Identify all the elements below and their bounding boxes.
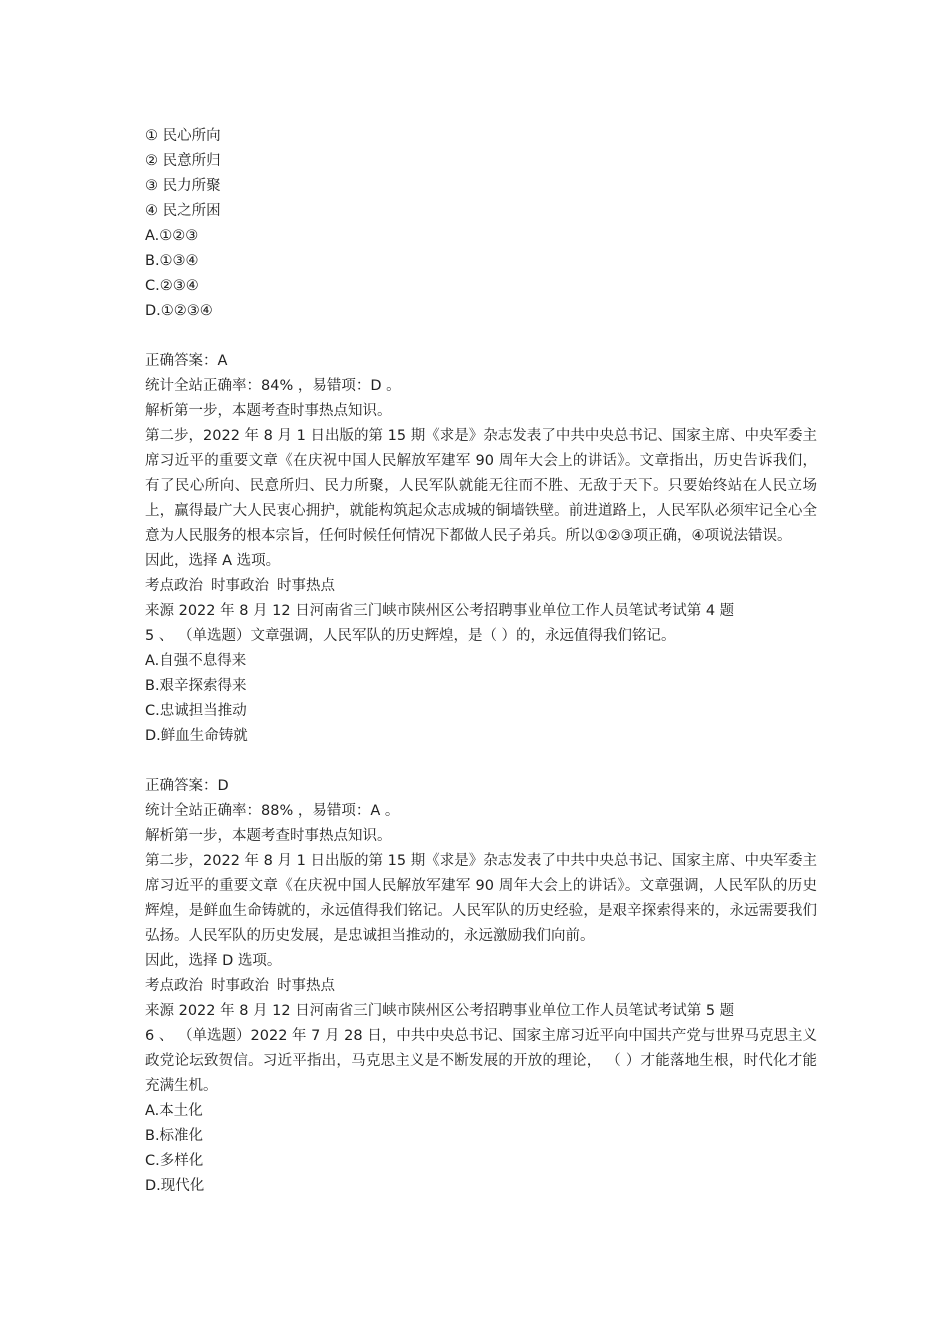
q5-option-c: C.忠诚担当推动 — [145, 703, 247, 719]
q5-stem: 5 、 （单选题）文章强调，人民军队的历史辉煌，是（ ）的，永远值得我们铭记。 — [145, 628, 676, 644]
question-4-analysis — [145, 349, 817, 624]
q4-option-b: B.①③④ — [145, 253, 199, 269]
q4-option-d: D.①②③④ — [145, 303, 213, 319]
q4-tag-1: 时事政治 — [211, 578, 269, 594]
q4-item-2: ② 民意所归 — [145, 153, 221, 169]
q4-step1: 解析第一步，本题考查时事热点知识。 — [145, 403, 392, 419]
q6-option-c: C.多样化 — [145, 1153, 204, 1169]
q4-step2: 第二步，2022 年 8 月 1 日出版的第 15 期《求是》杂志发表了中共中央总书记、国家主席、中央军委主席习近平的重要文章《在庆祝中国人民解放军建军 90 周年大会上的讲话》。文章指出，历史告诉我们，有了民心所向、民意所归、民力所聚，人民军队就能无往而不胜、无敌于天下。只要始终站在人民立场上，赢得最广大人民衷心拥护，就能构筑起众志成城的铜墙铁壁。前进道路上，人民军队必须牢记全心全意为人民服务的根本宗旨，任何时候任何情况下都做人民子弟兵。所以①②③项正确，④项说法错误。 — [145, 428, 817, 544]
q4-answer: 正确答案：A — [145, 353, 228, 369]
q5-step2: 第二步，2022 年 8 月 1 日出版的第 15 期《求是》杂志发表了中共中央总书记、国家主席、中央军委主席习近平的重要文章《在庆祝中国人民解放军建军 90 周年大会上的讲话》。文章强调，人民军队的历史辉煌，是鲜血生命铸就的，永远值得我们铭记。人民军队的历史经验，是艰辛探索得来的，永远需要我们弘扬。人民军队的历史发展，是忠诚担当推动的，永远激励我们向前。 — [145, 853, 817, 944]
q5-option-d: D.鲜血生命铸就 — [145, 728, 248, 744]
q5-tags-label: 考点政治 — [145, 978, 203, 994]
question-5-analysis — [145, 774, 817, 1024]
q6-option-d: D.现代化 — [145, 1178, 205, 1194]
q5-answer: 正确答案：D — [145, 778, 229, 794]
q4-option-c: C.②③④ — [145, 278, 199, 294]
question-6 — [145, 1024, 817, 1199]
q5-tags — [145, 974, 817, 999]
q4-item-3: ③ 民力所聚 — [145, 178, 221, 194]
q4-stats: 统计全站正确率：84% ，易错项：D 。 — [145, 378, 401, 394]
q4-conclusion: 因此，选择 A 选项。 — [145, 553, 281, 569]
document-page — [145, 124, 817, 1199]
q5-option-a: A.自强不息得来 — [145, 653, 247, 669]
spacer — [145, 324, 817, 349]
q5-stats: 统计全站正确率：88% ，易错项：A 。 — [145, 803, 400, 819]
q5-option-b: B.艰辛探索得来 — [145, 678, 247, 694]
q6-option-a: A.本土化 — [145, 1103, 203, 1119]
q4-source: 来源 2022 年 8 月 12 日河南省三门峡市陕州区公考招聘事业单位工作人员笔试考试第 4 题 — [145, 603, 735, 619]
question-4-options — [145, 224, 817, 324]
spacer — [145, 749, 817, 774]
q6-stem: 6 、 （单选题）2022 年 7 月 28 日，中共中央总书记、国家主席习近平向中国共产党与世界马克思主义政党论坛致贺信。习近平指出，马克思主义是不断发展的开放的理论， （ ）才能落地生根，时代化才能充满生机。 — [145, 1028, 817, 1094]
q6-option-b: B.标准化 — [145, 1128, 204, 1144]
q4-item-4: ④ 民之所困 — [145, 203, 221, 219]
q4-tag-2: 时事热点 — [277, 578, 335, 594]
q5-step1: 解析第一步，本题考查时事热点知识。 — [145, 828, 392, 844]
question-5 — [145, 624, 817, 749]
q4-option-a: A.①②③ — [145, 228, 199, 244]
q4-tags — [145, 574, 817, 599]
question-4-items — [145, 124, 817, 224]
q5-conclusion: 因此，选择 D 选项。 — [145, 953, 282, 969]
q5-source: 来源 2022 年 8 月 12 日河南省三门峡市陕州区公考招聘事业单位工作人员笔试考试第 5 题 — [145, 1003, 735, 1019]
q5-tag-2: 时事热点 — [277, 978, 335, 994]
q4-tags-label: 考点政治 — [145, 578, 203, 594]
q4-item-1: ① 民心所向 — [145, 128, 221, 144]
q5-tag-1: 时事政治 — [211, 978, 269, 994]
